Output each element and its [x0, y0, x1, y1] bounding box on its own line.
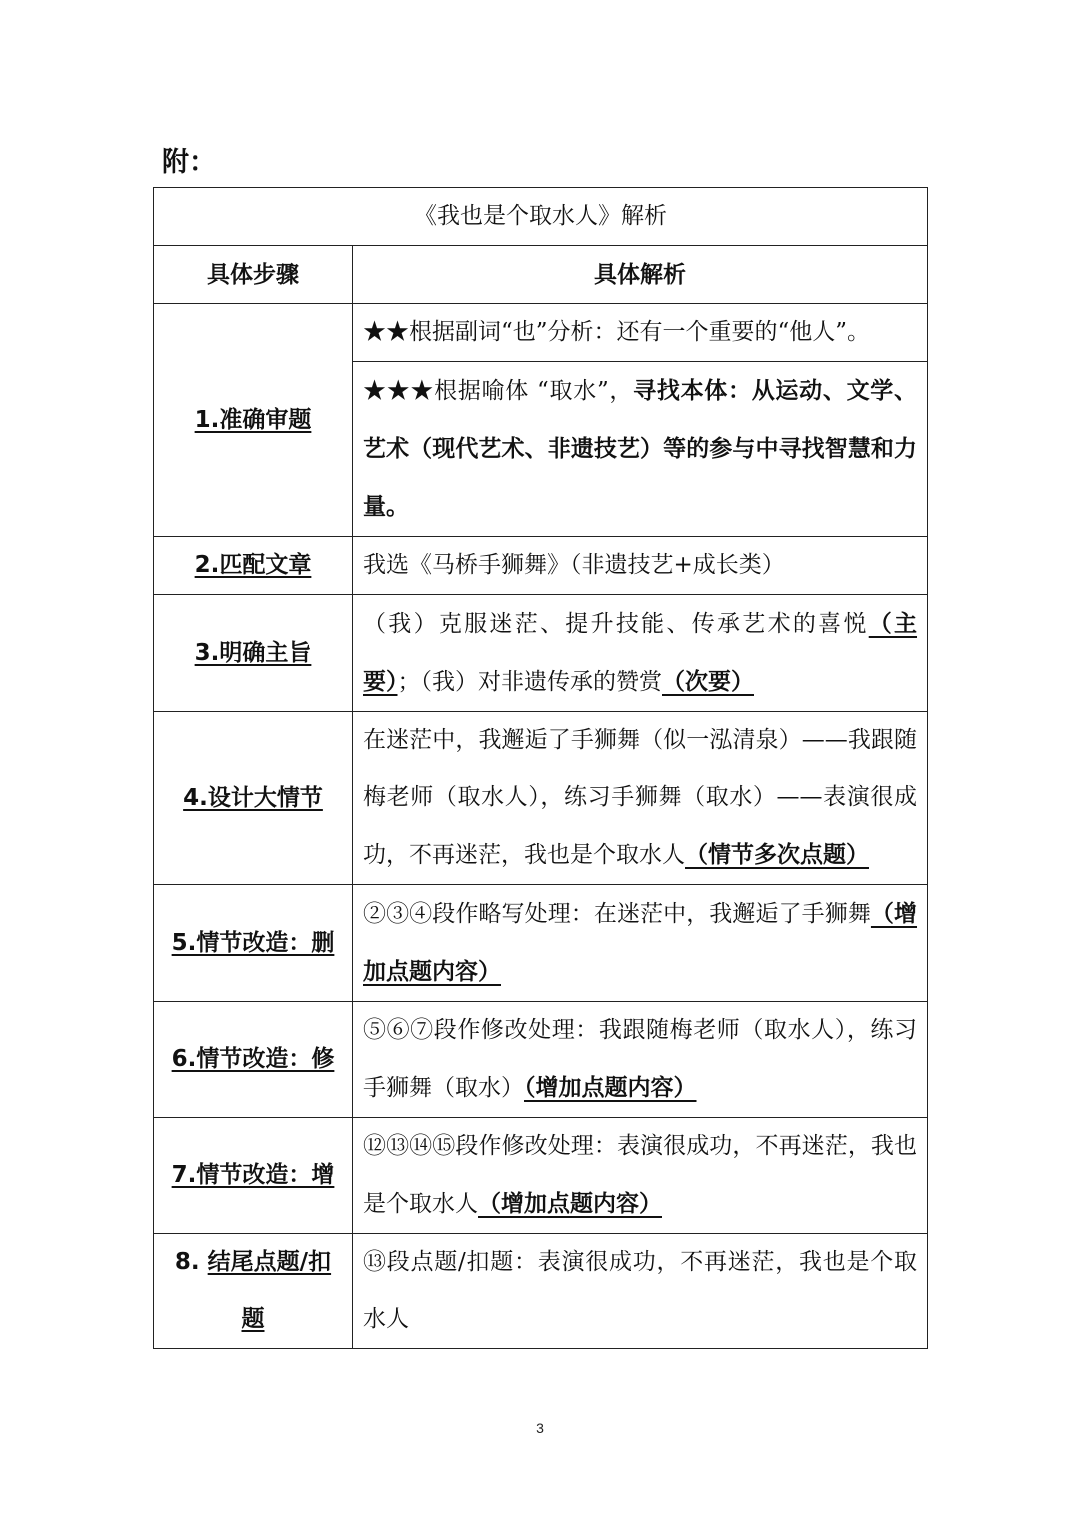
- point-tag: （增加点题内容）: [524, 1074, 697, 1101]
- page-heading: 附：: [162, 147, 216, 178]
- table-row: [154, 885, 928, 1002]
- step-label: 2.匹配文章: [194, 552, 312, 578]
- analysis-cell: [353, 362, 928, 537]
- analysis-text: ⑤⑥⑦段作修改处理：我跟随梅老师（取水人），练习手狮舞（取水）: [363, 1017, 917, 1101]
- step-label: 4.设计大情节: [183, 784, 323, 811]
- analysis-text: ★★★根据喻体 “取水”，: [363, 378, 634, 404]
- table-row: [154, 712, 928, 885]
- page-number: 3: [536, 1420, 544, 1436]
- analysis-text: ；（我）对非遗传承的赞赏: [397, 669, 662, 695]
- table-row: [154, 1118, 928, 1234]
- table-row: [154, 595, 928, 712]
- table-row: [154, 304, 928, 362]
- table-row: [154, 1234, 928, 1349]
- analysis-table: [153, 187, 928, 1349]
- step-label: 3.明确主旨: [194, 639, 312, 666]
- point-tag: （情节多次点题）: [685, 841, 869, 868]
- analysis-cell: [353, 595, 928, 712]
- step-label: 7.情节改造：增: [171, 1162, 335, 1188]
- analysis-cell: ★★根据副词“也”分析：还有一个重要的“他人”。: [353, 304, 928, 362]
- analysis-text: （我）克服迷茫、提升技能、传承艺术的喜悦: [363, 611, 869, 637]
- point-tag: （增加点题内容）: [363, 900, 918, 985]
- table-header-row: [154, 246, 928, 304]
- step-label: 6.情节改造：修: [171, 1046, 335, 1072]
- analysis-cell: [353, 1118, 928, 1234]
- analysis-bold-text: 寻找本体：从运动、文学、艺术（现代艺术、非遗技艺）等的参与中寻找智慧和力量。: [363, 377, 918, 520]
- secondary-tag: （次要）: [662, 668, 754, 695]
- step-label: 5.情节改造：删: [171, 929, 335, 956]
- analysis-cell: [353, 712, 928, 885]
- step-label: 结尾点题/扣题: [207, 1249, 332, 1332]
- step-label: 1.准确审题: [194, 406, 312, 433]
- table-title: 《我也是个取水人》解析: [154, 188, 928, 246]
- step-cell: [154, 304, 353, 537]
- analysis-cell: [353, 1002, 928, 1118]
- analysis-text: ②③④段作略写处理：在迷茫中，我邂逅了手狮舞: [363, 901, 871, 927]
- step-cell: [154, 885, 353, 1002]
- step-cell: [154, 595, 353, 712]
- main-tag: （主要）: [363, 610, 918, 695]
- analysis-cell: 我选《马桥手狮舞》（非遗技艺+成长类）: [353, 537, 928, 595]
- header-analysis: 具体解析: [353, 246, 928, 304]
- header-steps: 具体步骤: [154, 246, 353, 304]
- analysis-text: ⑫⑬⑭⑮段作修改处理：表演很成功，不再迷茫，我也是个取水人: [363, 1133, 917, 1217]
- analysis-text: 在迷茫中，我邂逅了手狮舞（似一泓清泉）——我跟随梅老师（取水人），练习手狮舞（取水）——表演很成功，不再迷茫，我也是个取水人: [363, 727, 917, 868]
- analysis-cell: [353, 885, 928, 1002]
- step-cell: [154, 1002, 353, 1118]
- analysis-cell: ⑬段点题/扣题：表演很成功，不再迷茫，我也是个取水人: [353, 1234, 928, 1349]
- table-title-row: [154, 188, 928, 246]
- table-row: [154, 537, 928, 595]
- step-cell: [154, 537, 353, 595]
- step-cell: [154, 1234, 353, 1349]
- step-cell: [154, 1118, 353, 1234]
- step-cell: [154, 712, 353, 885]
- step-prefix: 8.: [174, 1249, 208, 1275]
- table-row: [154, 1002, 928, 1118]
- point-tag: （增加点题内容）: [478, 1190, 662, 1217]
